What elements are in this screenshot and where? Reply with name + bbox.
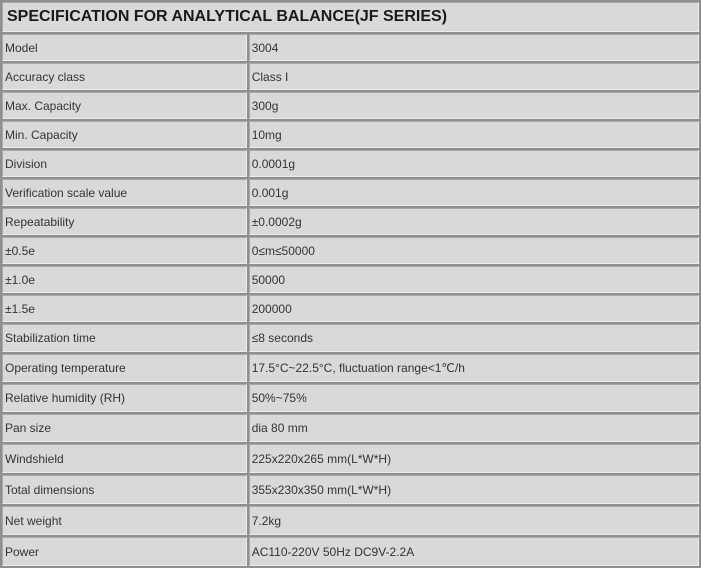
row-label: Min. Capacity [2,121,247,148]
table-title-row [2,2,699,32]
row-value: 17.5°C~22.5°C, fluctuation range<1℃/h [249,354,699,382]
row-value: 355x230x350 mm(L*W*H) [249,475,699,504]
table-row [2,266,699,293]
row-value: 0.001g [249,179,699,206]
row-label: Operating temperature [2,354,247,382]
table-row [2,295,699,322]
row-label: Repeatability [2,208,247,235]
table-row [2,444,699,473]
table-row [2,354,699,382]
row-value: ±0.0002g [249,208,699,235]
row-value: 10mg [249,121,699,148]
table-row [2,121,699,148]
row-value: 0.0001g [249,150,699,177]
table-row [2,537,699,566]
row-value: 7.2kg [249,506,699,535]
row-label: Pan size [2,414,247,442]
row-value: AC110-220V 50Hz DC9V-2.2A [249,537,699,566]
row-value: ≤8 seconds [249,324,699,352]
row-value: 0≤m≤50000 [249,237,699,264]
table-row [2,208,699,235]
row-label: ±1.5e [2,295,247,322]
table-row [2,63,699,90]
table-row [2,414,699,442]
table-row [2,34,699,61]
row-value: dia 80 mm [249,414,699,442]
table-row [2,475,699,504]
table-row [2,92,699,119]
row-label: Division [2,150,247,177]
table-row [2,384,699,412]
row-value: 50000 [249,266,699,293]
row-label: Stabilization time [2,324,247,352]
row-value: 50%~75% [249,384,699,412]
table-row [2,179,699,206]
table-title: SPECIFICATION FOR ANALYTICAL BALANCE(JF SERIES) [2,2,699,32]
row-label: Windshield [2,444,247,473]
table-row [2,506,699,535]
row-label: Max. Capacity [2,92,247,119]
row-label: Net weight [2,506,247,535]
table-row [2,237,699,264]
table-row [2,324,699,352]
row-value: 3004 [249,34,699,61]
row-label: Accuracy class [2,63,247,90]
table-row [2,150,699,177]
row-label: ±1.0e [2,266,247,293]
row-value: 300g [249,92,699,119]
row-label: Power [2,537,247,566]
row-label: Relative humidity (RH) [2,384,247,412]
row-label: Verification scale value [2,179,247,206]
row-label: Total dimensions [2,475,247,504]
row-label: ±0.5e [2,237,247,264]
row-value: 225x220x265 mm(L*W*H) [249,444,699,473]
row-value: Class I [249,63,699,90]
row-label: Model [2,34,247,61]
row-value: 200000 [249,295,699,322]
